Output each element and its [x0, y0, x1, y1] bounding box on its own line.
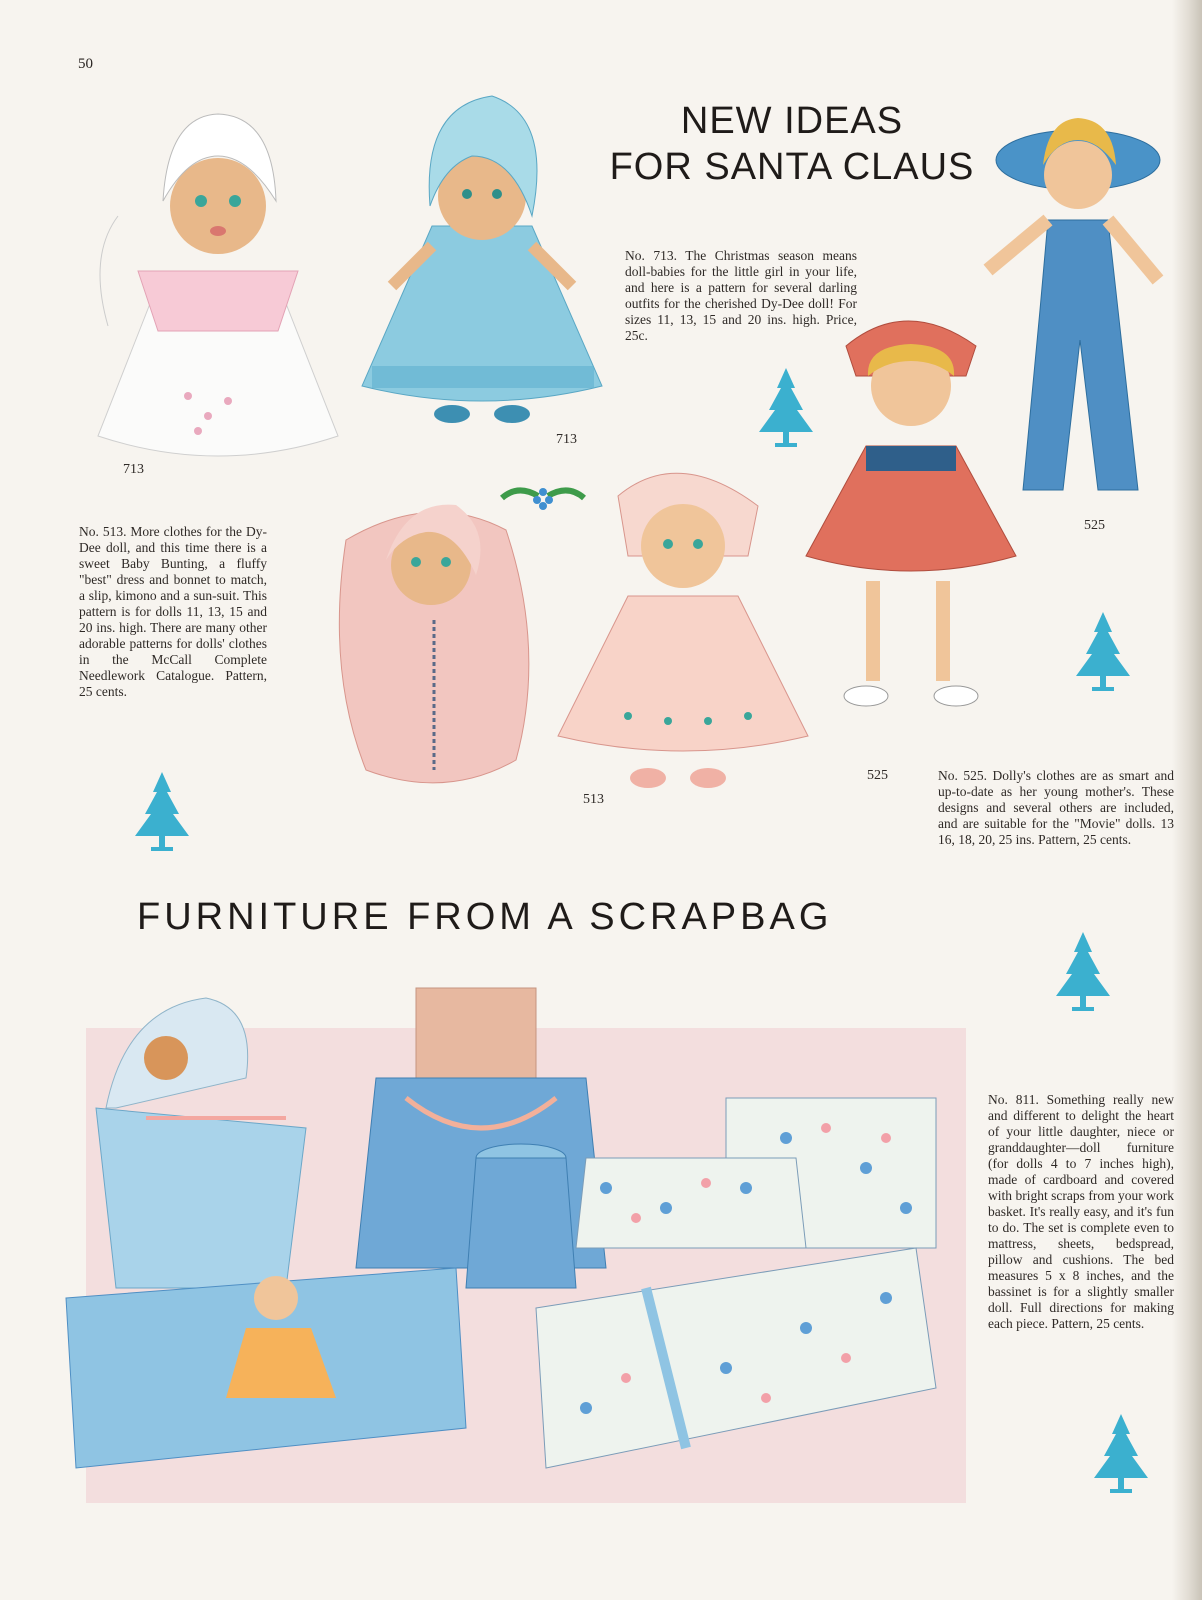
caption-713-right: 713 [556, 432, 577, 447]
description-811: No. 811. Something really new and different to delight the heart of your little daughter, niece or granddaughter—doll furniture (for dolls 4 to 7 inches high), made of cardboard and covered with bright scraps from your work basket. It's really easy, and it's fun to do. The set is complete even to mattress, sheets, bedspread, pillow and cushions. The bed measures 5 x 8 inches, and the bassinet is for a slightly smaller doll. Full directions for making each piece. Pattern, 25 cents. [988, 1092, 1174, 1331]
doll-furniture-illustration [86, 968, 966, 1503]
headline-santa: NEW IDEAS FOR SANTA CLAUS [609, 100, 975, 188]
description-525: No. 525. Dolly's clothes are as smart and up-to-date as her young mother's. These designs and several others are included, and are suitable for the "Movie" dolls. 13 16, 18, 20, 25 ins. Pattern, 25 cents. [938, 768, 1174, 847]
doll-525-red-dress-illustration [796, 306, 1026, 726]
description-713: No. 713. The Christmas season means doll-babies for the little girl in your life, and here is a pattern for several darling outfits for the cherished Dy-Dee doll! For sizes 11, 13, 15 and 20 ins. high. Price, 25c. [625, 248, 857, 343]
page-number: 50 [78, 56, 93, 72]
tree-icon [1052, 930, 1114, 1014]
description-513: No. 513. More clothes for the Dy-Dee doll, and this time there is a sweet Baby Bunting, a fluffy "best" dress and bonnet to match, a slip, kimono and a sun-suit. This pattern is for dolls 11, 13, 15 and 20 ins. high. There are many other adorable patterns for dolls' clothes in the McCall Complete Needlework Catalogue. Pattern, 25 cents. [79, 524, 267, 699]
tree-icon [755, 366, 817, 450]
tree-icon [1072, 610, 1134, 694]
doll-513-bunting-illustration [306, 470, 556, 790]
caption-525-top: 525 [1084, 518, 1105, 533]
caption-713-left: 713 [123, 462, 144, 477]
headline-furniture: FURNITURE FROM A SCRAPBAG [137, 896, 833, 938]
caption-525-bottom: 525 [867, 768, 888, 783]
doll-713-white-gown-illustration [78, 96, 368, 466]
tree-icon [1090, 1412, 1152, 1496]
doll-513-pink-dress-illustration [548, 466, 818, 796]
tree-icon [131, 770, 193, 854]
doll-713-blue-dress-illustration [352, 96, 612, 446]
caption-513: 513 [583, 792, 604, 807]
